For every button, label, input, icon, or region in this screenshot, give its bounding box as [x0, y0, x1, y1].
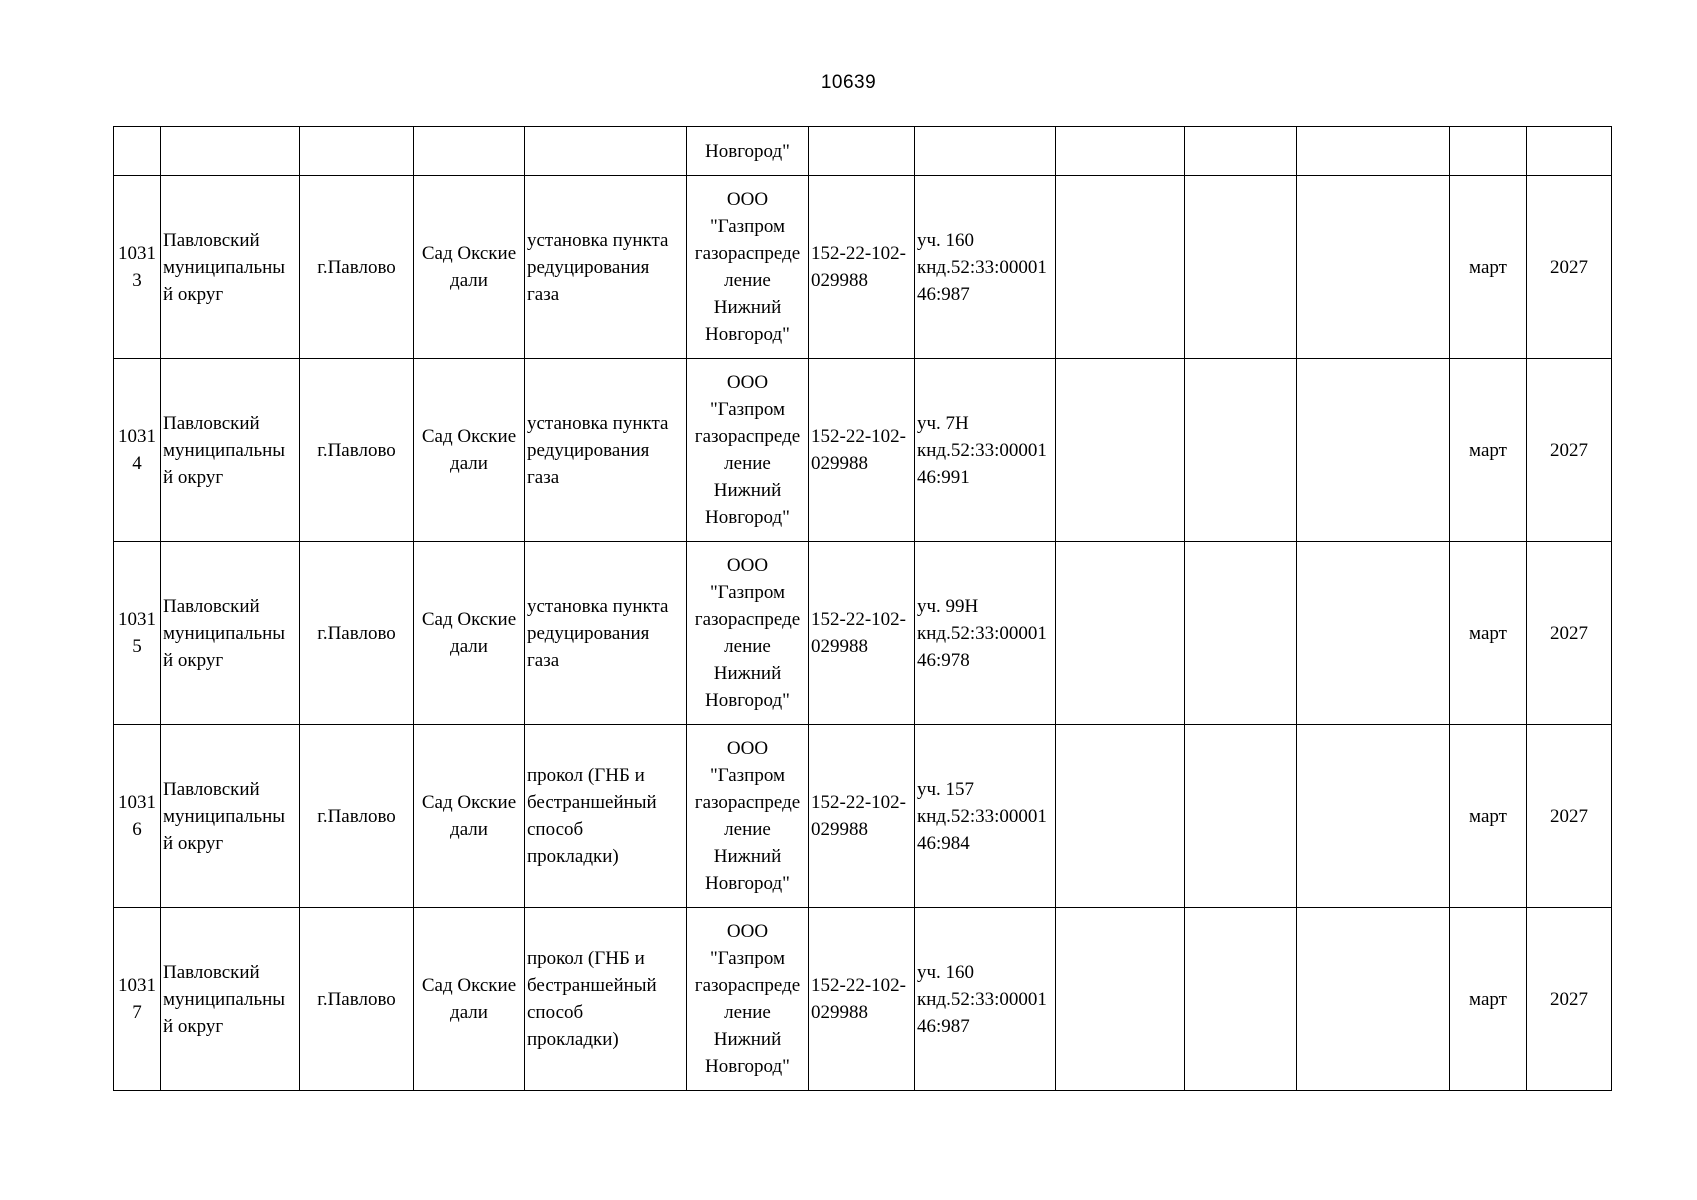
- cell-month: март: [1450, 176, 1527, 359]
- cell-text-line: дали: [450, 270, 488, 291]
- cell-text-line: "Газпром: [709, 948, 786, 969]
- cell-text-line: "Газпром: [709, 582, 786, 603]
- cell-city: г.Павлово: [300, 908, 414, 1091]
- cell-district: [161, 908, 300, 1091]
- cell-plot: [915, 542, 1056, 725]
- cell-work-type: [525, 542, 687, 725]
- cell-empty: [1185, 127, 1297, 176]
- cell-organization: [687, 908, 809, 1091]
- cell-row-number: [114, 176, 161, 359]
- cell-text-line: редуцирования: [527, 439, 650, 461]
- cell-text-line: прокол (ГНБ и: [527, 948, 645, 969]
- cell-empty: [1297, 542, 1450, 725]
- cell-text-line: газа: [527, 283, 560, 305]
- cell-text-line: газа: [527, 649, 560, 671]
- cell-empty: [915, 127, 1056, 176]
- cell-text-line: Новгород": [705, 873, 790, 894]
- cell-text-line: Сад Окские: [421, 609, 517, 630]
- cell-text-line: "Газпром: [709, 399, 786, 420]
- cell-text-line: прокол (ГНБ и: [527, 765, 645, 786]
- cell-text-line: Новгород": [705, 324, 790, 345]
- cell-text-line: Нижний: [713, 480, 782, 501]
- cell-text-line: бестраншейный: [527, 792, 657, 813]
- cell-code: [809, 908, 915, 1091]
- cell-plot: [915, 359, 1056, 542]
- cell-text-line: установка пункта: [527, 595, 669, 617]
- cell-row-number: [114, 725, 161, 908]
- cell-text-line: 46:984: [917, 832, 970, 854]
- cell-text-line: Нижний: [713, 663, 782, 684]
- cell-empty: [1297, 176, 1450, 359]
- cell-text-line: кнд.52:33:00001: [917, 622, 1047, 644]
- cell-text-line: ООО: [726, 372, 769, 393]
- cell-text-line: 6: [132, 819, 142, 840]
- cell-text-line: "Газпром: [709, 765, 786, 786]
- cell-district: [161, 176, 300, 359]
- cell-text-line: кнд.52:33:00001: [917, 439, 1047, 461]
- cell-empty: [114, 127, 161, 176]
- cell-text-line: способ: [527, 819, 584, 840]
- cell-text-line: газораспреде: [694, 609, 801, 630]
- cell-text-line: 46:987: [917, 1015, 970, 1037]
- table-row: [114, 725, 1612, 908]
- cell-city: г.Павлово: [300, 359, 414, 542]
- cell-plot: [915, 176, 1056, 359]
- cell-text-line: способ: [527, 1002, 584, 1023]
- cell-empty: [1450, 127, 1527, 176]
- cell-district: [161, 725, 300, 908]
- cell-empty: [1056, 127, 1185, 176]
- cell-district: [161, 359, 300, 542]
- cell-text-line: кнд.52:33:00001: [917, 988, 1047, 1010]
- cell-text-line: 5: [132, 636, 142, 657]
- cell-empty: [300, 127, 414, 176]
- cell-text-line: ление: [724, 270, 771, 291]
- cell-text-line: й округ: [163, 283, 224, 305]
- cell-text-line: муниципальны: [163, 805, 286, 827]
- table-row: [114, 359, 1612, 542]
- cell-text-line: уч. 99Н: [917, 595, 979, 617]
- cell-text-line: Павловский: [163, 595, 260, 617]
- cell-month: март: [1450, 725, 1527, 908]
- cell-year: 2027: [1527, 908, 1612, 1091]
- cell-year: 2027: [1527, 725, 1612, 908]
- cell-empty: [1297, 908, 1450, 1091]
- table-row: [114, 908, 1612, 1091]
- cell-code: [809, 725, 915, 908]
- cell-plot: [915, 908, 1056, 1091]
- cell-empty: [1185, 908, 1297, 1091]
- cell-text-line: газораспреде: [694, 975, 801, 996]
- cell-text-line: уч. 7Н: [917, 412, 969, 434]
- cell-text-line: дали: [450, 1002, 488, 1023]
- cell-text-line: ООО: [726, 555, 769, 576]
- cell-text-line: ление: [724, 819, 771, 840]
- cell-text-line: 46:978: [917, 649, 970, 671]
- cell-text-line: 1031: [118, 243, 156, 264]
- cell-text-line: кнд.52:33:00001: [917, 805, 1047, 827]
- cell-text-line: установка пункта: [527, 229, 669, 251]
- cell-text-line: Нижний: [713, 297, 782, 318]
- cell-plot: [915, 725, 1056, 908]
- cell-code: [809, 176, 915, 359]
- cell-empty: [525, 127, 687, 176]
- cell-organization-continued: Новгород": [687, 127, 809, 176]
- cell-text-line: 46:991: [917, 466, 970, 488]
- cell-empty: [1056, 359, 1185, 542]
- cell-text-line: Сад Окские: [421, 792, 517, 813]
- cell-year: 2027: [1527, 176, 1612, 359]
- cell-text-line: Павловский: [163, 961, 260, 983]
- cell-text-line: уч. 160: [917, 229, 975, 251]
- cell-empty: [1297, 359, 1450, 542]
- cell-text-line: ление: [724, 1002, 771, 1023]
- cell-organization: [687, 725, 809, 908]
- cell-empty: [1297, 725, 1450, 908]
- cell-text-line: 4: [132, 453, 142, 474]
- cell-work-type: [525, 359, 687, 542]
- cell-text-line: 152-22-102-: [811, 243, 906, 264]
- cell-text-line: 029988: [811, 636, 868, 657]
- cell-text-line: ление: [724, 636, 771, 657]
- cell-text-line: 152-22-102-: [811, 426, 906, 447]
- cell-text-line: 1031: [118, 792, 156, 813]
- cell-text-line: газа: [527, 466, 560, 488]
- cell-text-line: Сад Окские: [421, 426, 517, 447]
- cell-text-line: муниципальны: [163, 988, 286, 1010]
- cell-organization: [687, 359, 809, 542]
- cell-text-line: Нижний: [713, 1029, 782, 1050]
- cell-empty: [1056, 725, 1185, 908]
- cell-text-line: редуцирования: [527, 622, 650, 644]
- cell-locality: [414, 725, 525, 908]
- cell-text-line: дали: [450, 636, 488, 657]
- cell-locality: [414, 908, 525, 1091]
- cell-month: март: [1450, 359, 1527, 542]
- cell-text-line: 152-22-102-: [811, 975, 906, 996]
- cell-empty: [1056, 908, 1185, 1091]
- cell-text-line: Павловский: [163, 778, 260, 800]
- cell-text-line: ООО: [726, 921, 769, 942]
- cell-year: 2027: [1527, 359, 1612, 542]
- cell-text-line: Новгород": [705, 1056, 790, 1077]
- cell-text-line: газораспреде: [694, 426, 801, 447]
- cell-empty: [414, 127, 525, 176]
- cell-empty: [1527, 127, 1612, 176]
- cell-text-line: 1031: [118, 426, 156, 447]
- document-table: [113, 126, 1612, 1091]
- cell-text-line: й округ: [163, 832, 224, 854]
- cell-text-line: 1031: [118, 975, 156, 996]
- cell-text-line: дали: [450, 453, 488, 474]
- cell-text-line: установка пункта: [527, 412, 669, 434]
- cell-text-line: дали: [450, 819, 488, 840]
- cell-work-type: [525, 176, 687, 359]
- cell-city: г.Павлово: [300, 542, 414, 725]
- cell-text-line: 3: [132, 270, 142, 291]
- cell-empty: [1185, 542, 1297, 725]
- cell-locality: [414, 542, 525, 725]
- cell-text-line: 029988: [811, 453, 868, 474]
- cell-text-line: Сад Окские: [421, 975, 517, 996]
- cell-month: март: [1450, 542, 1527, 725]
- cell-empty: [1185, 359, 1297, 542]
- cell-locality: [414, 359, 525, 542]
- table-row: [114, 542, 1612, 725]
- cell-text-line: 152-22-102-: [811, 609, 906, 630]
- cell-text-line: редуцирования: [527, 256, 650, 278]
- cell-text-line: ООО: [726, 738, 769, 759]
- cell-organization: [687, 542, 809, 725]
- cell-text-line: й округ: [163, 466, 224, 488]
- cell-empty: [809, 127, 915, 176]
- cell-text-line: Павловский: [163, 412, 260, 434]
- cell-work-type: [525, 908, 687, 1091]
- cell-text-line: бестраншейный: [527, 975, 657, 996]
- cell-text-line: 029988: [811, 1002, 868, 1023]
- cell-text-line: 029988: [811, 270, 868, 291]
- cell-text-line: муниципальны: [163, 622, 286, 644]
- cell-text-line: й округ: [163, 1015, 224, 1037]
- cell-year: 2027: [1527, 542, 1612, 725]
- cell-row-number: [114, 542, 161, 725]
- cell-text-line: прокладки): [527, 846, 619, 867]
- cell-locality: [414, 176, 525, 359]
- cell-text-line: Новгород": [705, 507, 790, 528]
- cell-text-line: муниципальны: [163, 439, 286, 461]
- cell-district: [161, 542, 300, 725]
- cell-text-line: "Газпром: [709, 216, 786, 237]
- cell-text-line: Нижний: [713, 846, 782, 867]
- cell-text-line: уч. 157: [917, 778, 975, 800]
- cell-text-line: Новгород": [705, 690, 790, 711]
- cell-text-line: 152-22-102-: [811, 792, 906, 813]
- cell-text-line: Сад Окские: [421, 243, 517, 264]
- cell-empty: [161, 127, 300, 176]
- cell-text-line: 7: [132, 1002, 142, 1023]
- cell-code: [809, 542, 915, 725]
- cell-city: г.Павлово: [300, 176, 414, 359]
- cell-code: [809, 359, 915, 542]
- cell-text-line: прокладки): [527, 1029, 619, 1050]
- cell-text-line: кнд.52:33:00001: [917, 256, 1047, 278]
- cell-row-number: [114, 908, 161, 1091]
- cell-text-line: уч. 160: [917, 961, 975, 983]
- cell-empty: [1056, 176, 1185, 359]
- cell-month: март: [1450, 908, 1527, 1091]
- table-row: [114, 176, 1612, 359]
- cell-text-line: й округ: [163, 649, 224, 671]
- cell-text-line: газораспреде: [694, 243, 801, 264]
- cell-text-line: ление: [724, 453, 771, 474]
- cell-text-line: Павловский: [163, 229, 260, 251]
- table-body: [114, 127, 1612, 1091]
- continuation-row: [114, 127, 1612, 176]
- cell-organization: [687, 176, 809, 359]
- cell-row-number: [114, 359, 161, 542]
- cell-city: г.Павлово: [300, 725, 414, 908]
- cell-empty: [1056, 542, 1185, 725]
- cell-text-line: газораспреде: [694, 792, 801, 813]
- page-number: 10639: [820, 72, 877, 93]
- cell-text-line: муниципальны: [163, 256, 286, 278]
- cell-text-line: 029988: [811, 819, 868, 840]
- cell-empty: [1185, 725, 1297, 908]
- cell-empty: [1185, 176, 1297, 359]
- cell-text-line: 46:987: [917, 283, 970, 305]
- cell-work-type: [525, 725, 687, 908]
- cell-text-line: ООО: [726, 189, 769, 210]
- cell-text-line: 1031: [118, 609, 156, 630]
- cell-empty: [1297, 127, 1450, 176]
